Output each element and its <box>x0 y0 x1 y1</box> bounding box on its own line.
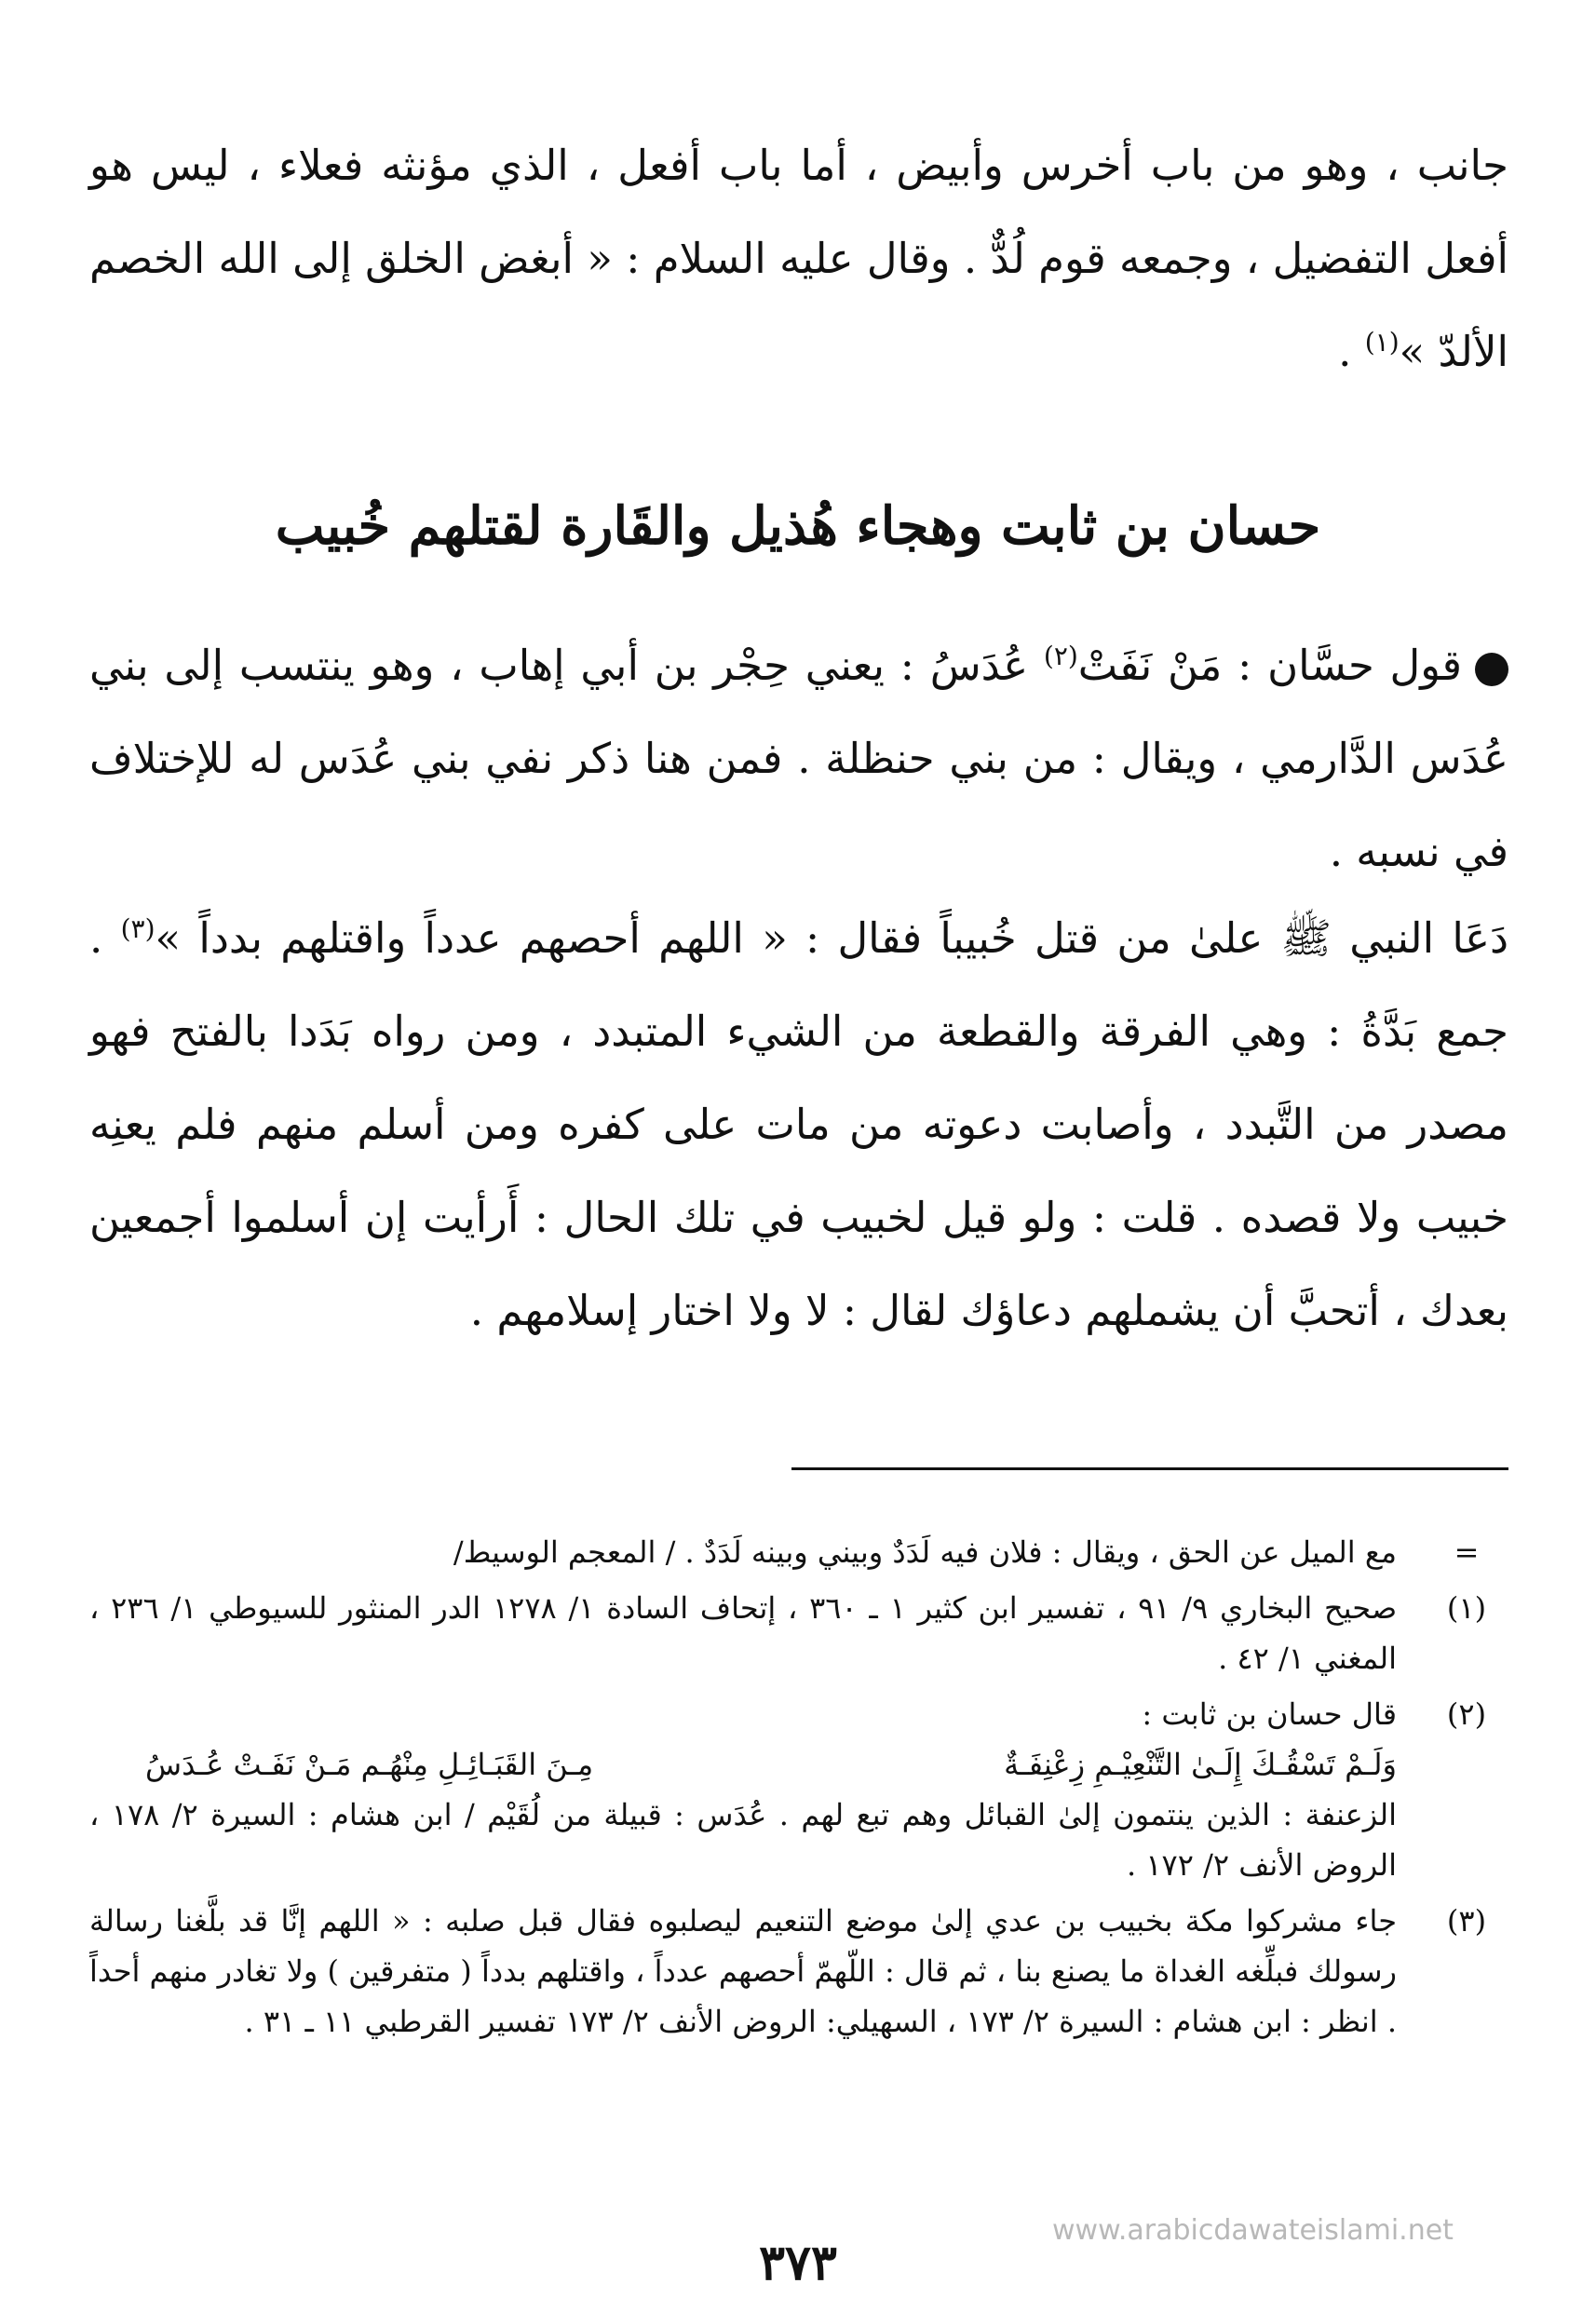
footnote-2-explanation: الزعنفة : الذين ينتمون إلىٰ القبائل وهم تبع لهم . عُدَس : قبيلة من لُقَيْم / ابن هشام : السيرة ٢/ ١٧٨ ، الروض الأنف ٢/ ١٧٢ . <box>89 1797 1398 1883</box>
paragraph-prayer-start: دَعَا النبي ﷺ علىٰ من قتل خُبيباً فقال : « اللهم أحصهم عدداً واقتلهم بدداً » <box>155 913 1508 963</box>
poem-verse <box>89 1739 1397 1790</box>
verse-first-hemistich: وَلَـمْ تَسْقُـكَ إِلَـىٰ التَّنْعِيْـمِ زِعْنِفَـةٌ <box>1004 1747 1397 1782</box>
watermark-url: www.arabicdawateislami.net <box>1052 2214 1454 2247</box>
footnote-text: مع الميل عن الحق ، ويقال : فلان فيه لَدَدٌ وبيني وبينه لَدَدٌ . / المعجم الوسيط/ <box>453 1534 1397 1570</box>
paragraph-prayer-rest: . جمع بَدَّةُ : وهي الفرقة والقطعة من الشيء المتبدد ، ومن رواه بَدَدا بالفتح فهو مصدر من التَّبدد ، وأصابت دعوته من مات على كفره ومن أسلم منهم فلم يعنِه خبيب ولا قصده . قلت : ولو قيل لخبيب في تلك الحال : أَرأيت إن أسلموا أجمعين بعدك ، أتحبَّ أن يشملهم دعاؤك لقال : لا ولا اختار إسلامهم . <box>89 913 1508 1335</box>
footnote-continuation <box>89 1527 1508 1577</box>
page-number: ٣٧٣ <box>759 2235 837 2291</box>
footnote-text: جاء مشركوا مكة بخبيب بن عدي إلىٰ موضع التنعيم ليصلبوه فقال قبل صلبه : « اللهم إنَّا قد بلَّغنا رسالة رسولك فبلِّغه الغداة ما يصنع بنا ، ثم قال : اللّهمّ أحصهم عدداً ، واقتلهم بدداً ( متفرقين ) ولا تغادر منهم أحداً . انظر : ابن هشام : السيرة ٢/ ١٧٣ ، السهيلي: الروض الأنف ٢/ ١٧٣ تفسير القرطبي ١١ ـ ٣١ . <box>89 1903 1398 2039</box>
paragraph-hassan-rest: عُدَسُ : يعني حِجْر بن أبي إهاب ، وهو ينتسب إلى بني عُدَس الدَّارمي ، ويقال : من بني حنظلة . فمن هنا ذكر نفي بني عُدَس له للإختلاف في نسبه . <box>89 641 1508 876</box>
verse-second-hemistich: مِـنَ القَبَـائِـلِ مِنْهُـم مَـنْ نَفَـتْ عُـدَسُ <box>145 1747 594 1782</box>
footnote-1 <box>89 1583 1508 1683</box>
footnote-text: قال حسان بن ثابت : <box>1142 1696 1397 1732</box>
footnote-ref-2[interactable]: (٢) <box>1043 641 1078 671</box>
top-paragraph-end: . <box>1338 327 1365 376</box>
footnote-mark: = <box>1454 1534 1480 1570</box>
footnote-mark: (٣) <box>1446 1903 1487 1939</box>
footnote-mark: (١) <box>1446 1590 1487 1626</box>
section-heading: حسان بن ثابت وهجاء هُذيل والقَارة لقتلهم خُبيب <box>275 495 1321 557</box>
footnote-mark: (٢) <box>1446 1696 1487 1732</box>
footnote-2 <box>89 1689 1508 1890</box>
paragraph-prophet-prayer <box>89 892 1508 1358</box>
footnote-divider <box>791 1467 1508 1470</box>
paragraph-hassan <box>89 619 1508 899</box>
footnotes-section <box>89 1527 1508 2052</box>
footnote-3 <box>89 1896 1508 2047</box>
top-paragraph-text: جانب ، وهو من باب أخرس وأبيض ، أما باب أفعل ، الذي مؤنثه فعلاء ، ليس هو أفعل التفضيل ، وجمعه قوم لُدٌّ . وقال عليه السلام : « أبغض الخلق إلى الله الخصم الألدّ » <box>89 141 1508 376</box>
top-paragraph <box>89 119 1508 399</box>
footnote-ref-3[interactable]: (٣) <box>120 913 156 944</box>
footnote-text: صحيح البخاري ٩/ ٩١ ، تفسير ابن كثير ١ ـ ٣٦٠ ، إتحاف السادة ١/ ١٢٧٨ الدر المنثور للسيوطي ١/ ٢٣٦ ، المغني ١/ ٤٢ . <box>89 1590 1398 1676</box>
footnote-ref-1[interactable]: (١) <box>1364 327 1400 358</box>
paragraph-hassan-start: قول حسَّان : مَنْ نَفَتْ <box>1077 641 1462 690</box>
bullet-icon <box>1475 653 1508 686</box>
